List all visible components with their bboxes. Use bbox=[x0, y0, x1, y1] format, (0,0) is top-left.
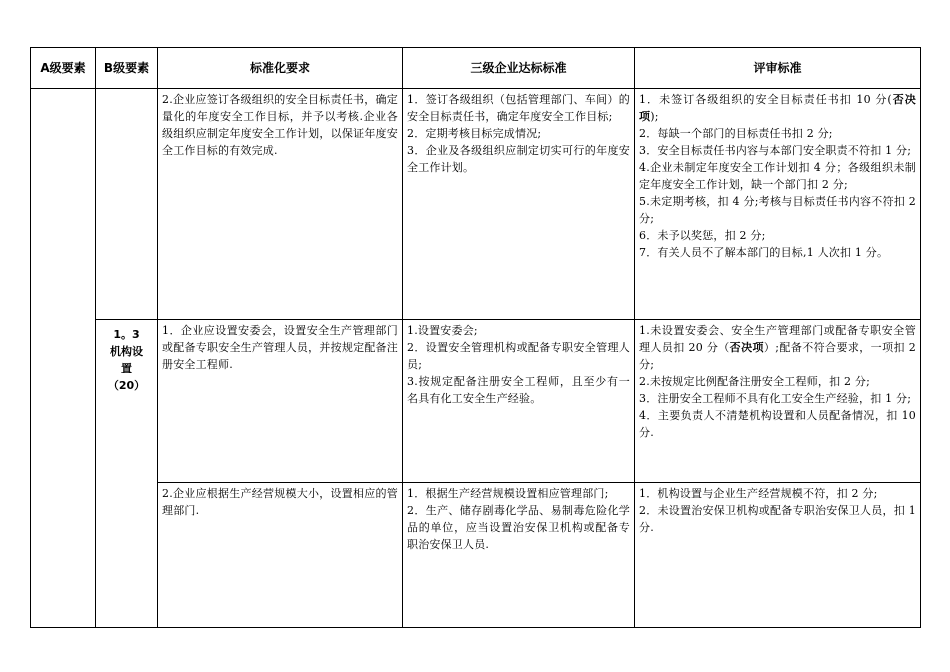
header-b-element: B级要素 bbox=[96, 48, 158, 89]
review-item: 5.未定期考核，扣 4 分;考核与目标责任书内容不符扣 2 分; bbox=[639, 195, 916, 225]
header-a-element: A级要素 bbox=[31, 48, 96, 89]
b-element-title: 置 bbox=[121, 362, 132, 375]
requirement-cell: 2.企业应根据生产经营规模大小，设置相应的管理部门. bbox=[158, 483, 403, 628]
review-item: 4．主要负责人不清楚机构设置和人员配备情况，扣 10 分. bbox=[639, 409, 916, 439]
b-element-number: 1。3 bbox=[113, 328, 140, 341]
review-item: 1．未签订各级组织的安全目标责任书扣 10 分(否决项); bbox=[639, 93, 916, 123]
review-item: 2．未设置治安保卫机构或配备专职治安保卫人员，扣 1 分. bbox=[639, 504, 916, 534]
review-item: 3．注册安全工程师不具有化工安全生产经验，扣 1 分; bbox=[639, 392, 912, 405]
review-cell bbox=[635, 320, 921, 483]
table-row bbox=[31, 483, 921, 628]
b-element-score: （20） bbox=[107, 379, 146, 392]
header-review-standard: 评审标准 bbox=[635, 48, 921, 89]
requirement-cell: 2.企业应签订各级组织的安全目标责任书，确定量化的年度安全工作目标，并予以考核.企业各级组织应制定年度安全工作计划，以保证年度安全工作目标的有效完成. bbox=[158, 89, 403, 320]
b-element-cell bbox=[96, 320, 158, 628]
review-item: 1.未设置安委会、安全生产管理部门或配备专职安全管理人员扣 20 分（否决项）;配备不符合要求，一项扣 2 分; bbox=[639, 324, 916, 371]
requirement-cell: 1．企业应设置安委会，设置安全生产管理部门或配备专职安全生产管理人员，并按规定配备注册安全工程师. bbox=[158, 320, 403, 483]
standard-item: 1.设置安委会; bbox=[407, 324, 478, 337]
standard-cell bbox=[403, 89, 635, 320]
standard-item: 1．签订各级组织（包括管理部门、车间）的安全目标责任书，确定年度安全工作目标; bbox=[407, 93, 630, 123]
review-item: 3．安全目标责任书内容与本部门安全职责不符扣 1 分; bbox=[639, 144, 912, 157]
standard-item: 3.按规定配备注册安全工程师，且至少有一名具有化工安全生产经验。 bbox=[407, 375, 630, 405]
b-element-cell-empty bbox=[96, 89, 158, 320]
standards-table bbox=[30, 47, 921, 628]
review-item: 1．机构设置与企业生产经营规模不符，扣 2 分; bbox=[639, 487, 878, 500]
veto-label: 否决项 bbox=[639, 93, 916, 123]
header-level3-standard: 三级企业达标标准 bbox=[403, 48, 635, 89]
review-item: 7．有关人员不了解本部门的目标,1 人次扣 1 分。 bbox=[639, 246, 889, 259]
veto-label: 否决项 bbox=[729, 341, 764, 354]
a-element-cell bbox=[31, 89, 96, 628]
table-header-row bbox=[31, 48, 921, 89]
standard-cell bbox=[403, 320, 635, 483]
standard-item: 2．生产、储存剧毒化学品、易制毒危险化学品的单位，应当设置治安保卫机构或配备专职治安保卫人员. bbox=[407, 504, 630, 551]
header-requirement: 标准化要求 bbox=[158, 48, 403, 89]
review-cell bbox=[635, 89, 921, 320]
standard-item: 3．企业及各级组织应制定切实可行的年度安全工作计划。 bbox=[407, 144, 630, 174]
table-row bbox=[31, 320, 921, 483]
table-row bbox=[31, 89, 921, 320]
review-item: 6．未予以奖惩，扣 2 分; bbox=[639, 229, 766, 242]
standard-item: 2．设置安全管理机构或配备专职安全管理人员; bbox=[407, 341, 630, 371]
review-cell bbox=[635, 483, 921, 628]
review-item: 4.企业未制定年度安全工作计划扣 4 分；各级组织未制定年度安全工作计划，缺一个部门扣 2 分; bbox=[639, 161, 916, 191]
standard-item: 1．根据生产经营规模设置相应管理部门; bbox=[407, 487, 609, 500]
review-item: 2.未按规定比例配备注册安全工程师，扣 2 分; bbox=[639, 375, 870, 388]
b-element-title: 机构设 bbox=[110, 345, 143, 358]
review-item: 2．每缺一个部门的目标责任书扣 2 分; bbox=[639, 127, 833, 140]
standard-cell bbox=[403, 483, 635, 628]
standard-item: 2．定期考核目标完成情况; bbox=[407, 127, 542, 140]
